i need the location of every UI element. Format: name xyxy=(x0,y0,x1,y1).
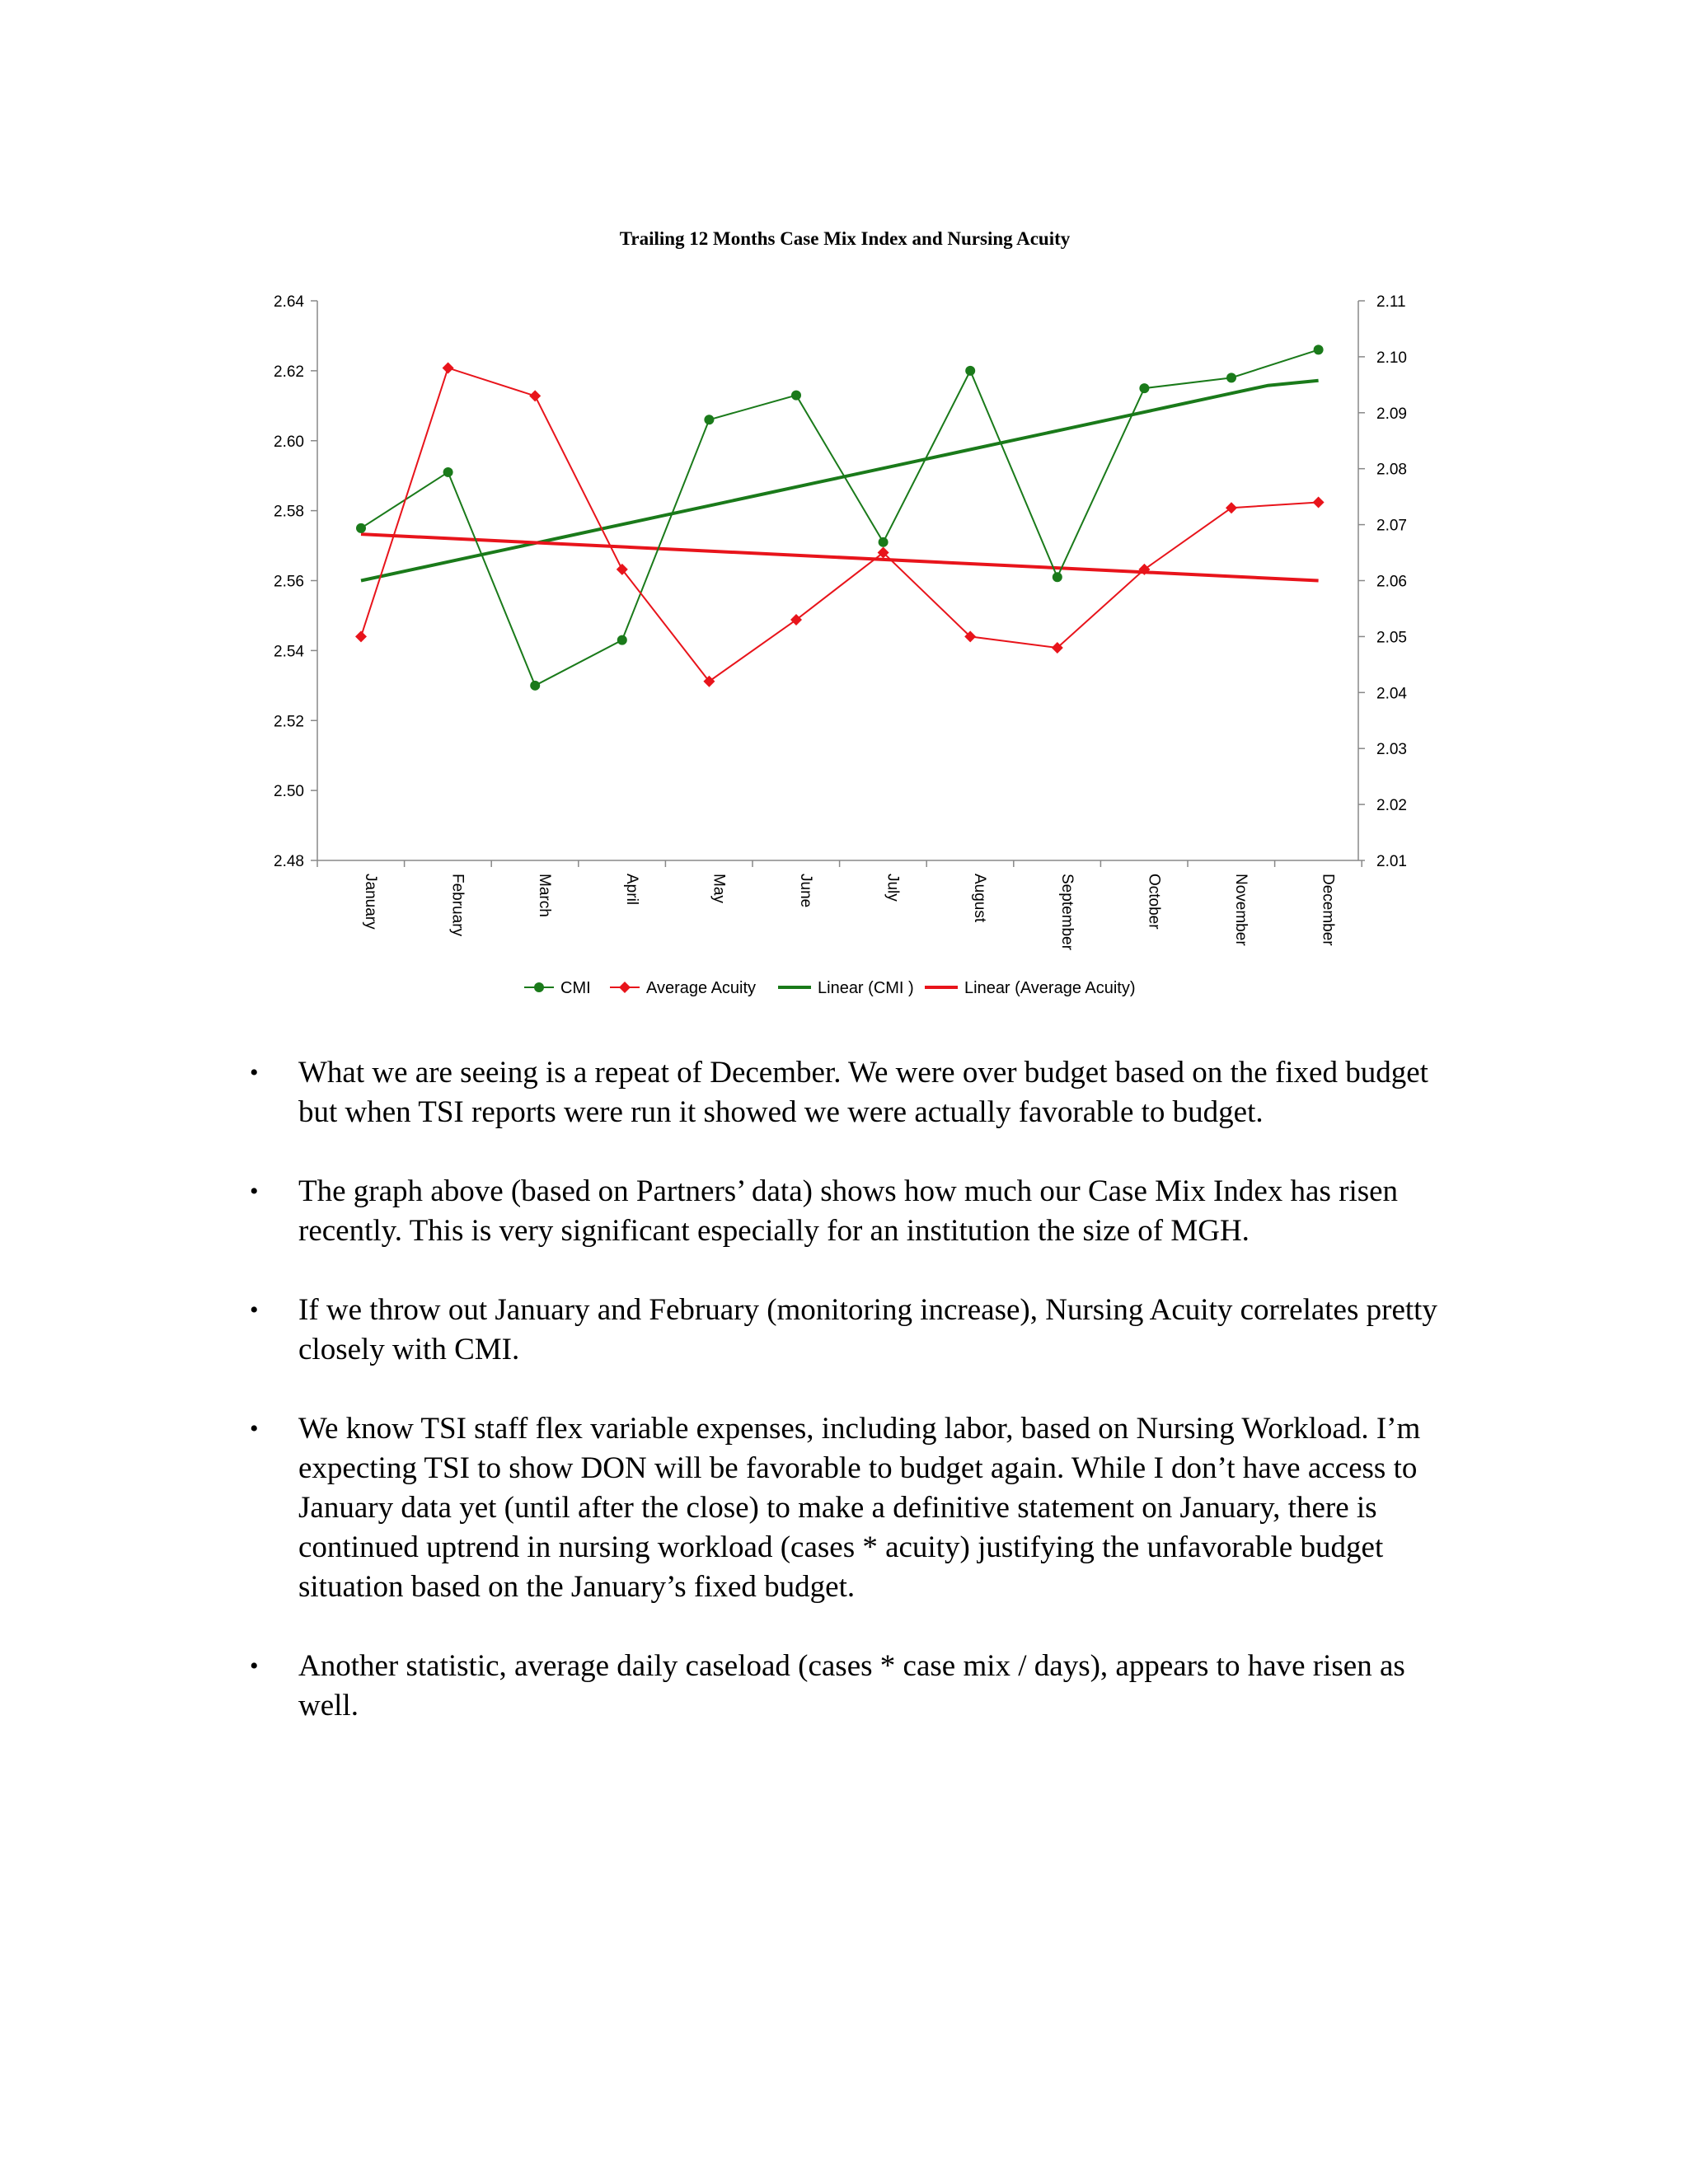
left-tick-label: 2.62 xyxy=(274,363,304,381)
bullet-item xyxy=(247,1053,1459,1132)
data-point-acuity xyxy=(1226,502,1237,513)
chart-title: Trailing 12 Months Case Mix Index and Nursing Acuity xyxy=(619,228,1071,249)
left-tick-label: 2.56 xyxy=(274,573,304,591)
bullet-text: We know TSI staff flex variable expenses, including labor, based on Nursing Workload. I’m expecting TSI to show DON will be favorable to budget again. While I don’t have access to January data yet (until after the close) to make a definitive statement on January, there is continued uptrend in nursing workload (cases * acuity) justifying the unfavorable budget situation based on the January’s fixed budget. xyxy=(298,1412,1421,1604)
x-tick-label: January xyxy=(362,874,379,930)
legend-label: Linear (Average Acuity) xyxy=(964,979,1136,997)
data-point-cmi xyxy=(1314,344,1324,354)
bullet-item xyxy=(247,1409,1459,1607)
x-tick-label: March xyxy=(536,874,554,917)
right-tick-label: 2.10 xyxy=(1376,349,1407,367)
right-tick-label: 2.03 xyxy=(1376,741,1407,759)
x-tick-label: February xyxy=(448,874,467,937)
bullet-item xyxy=(247,1647,1459,1726)
x-tick-label: April xyxy=(622,874,640,906)
right-tick-label: 2.05 xyxy=(1376,629,1407,647)
series-group xyxy=(355,344,1325,690)
bullet-text: The graph above (based on Partners’ data) shows how much our Case Mix Index has risen recently. This is very significant especially for an institution the size of MGH. xyxy=(298,1174,1399,1248)
x-tick-label: December xyxy=(1319,874,1337,946)
x-tick-label: May xyxy=(710,874,728,903)
x-tick-label: November xyxy=(1232,874,1250,946)
series-line-acuity xyxy=(361,368,1319,681)
left-tick-label: 2.60 xyxy=(274,433,304,451)
data-point-cmi xyxy=(791,391,801,401)
legend xyxy=(524,979,1136,997)
bullet-glyph: • xyxy=(250,1178,259,1205)
bullet-item xyxy=(247,1291,1459,1370)
left-tick-label: 2.64 xyxy=(274,293,304,311)
chart xyxy=(0,0,1688,1022)
bullet-list xyxy=(247,1053,1459,1765)
bullet-glyph: • xyxy=(250,1652,259,1680)
x-tick-label: September xyxy=(1057,874,1076,950)
data-point-acuity xyxy=(1313,496,1325,508)
data-point-acuity xyxy=(529,390,541,401)
left-tick-label: 2.58 xyxy=(274,503,304,521)
bullet-item xyxy=(247,1172,1459,1251)
left-tick-label: 2.50 xyxy=(274,783,304,801)
legend-marker xyxy=(619,982,631,993)
trendline-cmi xyxy=(361,381,1319,581)
legend-label: CMI xyxy=(560,979,591,997)
right-tick-label: 2.11 xyxy=(1376,293,1406,311)
right-tick-label: 2.04 xyxy=(1376,685,1407,703)
data-point-cmi xyxy=(704,415,714,424)
right-tick-label: 2.08 xyxy=(1376,461,1407,479)
bullet-glyph: • xyxy=(250,1296,259,1324)
trendlines xyxy=(361,381,1319,581)
bullet-glyph: • xyxy=(250,1059,259,1086)
data-point-cmi xyxy=(356,523,366,533)
x-tick-label: August xyxy=(971,874,989,923)
left-tick-label: 2.48 xyxy=(274,853,304,870)
right-tick-label: 2.02 xyxy=(1376,797,1407,815)
x-tick-label: October xyxy=(1145,874,1163,930)
series-line-cmi xyxy=(361,349,1319,685)
data-point-acuity xyxy=(443,362,454,373)
left-tick-label: 2.52 xyxy=(274,713,304,731)
data-point-cmi xyxy=(1139,383,1149,393)
right-tick-label: 2.07 xyxy=(1376,517,1407,535)
trendline-acuity xyxy=(361,534,1319,580)
data-point-cmi xyxy=(443,467,453,477)
legend-marker xyxy=(534,982,544,992)
right-tick-label: 2.09 xyxy=(1376,405,1407,423)
right-tick-label: 2.06 xyxy=(1376,573,1407,591)
data-point-cmi xyxy=(965,366,975,376)
legend-label: Average Acuity xyxy=(646,979,757,997)
data-point-cmi xyxy=(1226,373,1236,382)
bullet-text: What we are seeing is a repeat of December. We were over budget based on the fixed budget but when TSI reports were run it showed we were actually favorable to budget. xyxy=(298,1056,1428,1129)
right-tick-label: 2.01 xyxy=(1376,853,1407,870)
x-tick-label: June xyxy=(797,874,814,908)
data-point-acuity xyxy=(355,630,367,642)
data-point-cmi xyxy=(617,635,627,645)
data-point-cmi xyxy=(1053,572,1062,582)
left-tick-label: 2.54 xyxy=(274,643,304,661)
data-point-cmi xyxy=(879,537,889,547)
data-point-cmi xyxy=(530,681,540,691)
bullet-glyph: • xyxy=(250,1415,259,1442)
legend-label: Linear (CMI ) xyxy=(818,979,914,997)
bullet-text: If we throw out January and February (monitoring increase), Nursing Acuity correlates pretty closely with CMI. xyxy=(298,1293,1437,1366)
bullet-text: Another statistic, average daily caseload (cases * case mix / days), appears to have risen as well. xyxy=(298,1649,1405,1722)
x-tick-label: July xyxy=(884,874,902,902)
